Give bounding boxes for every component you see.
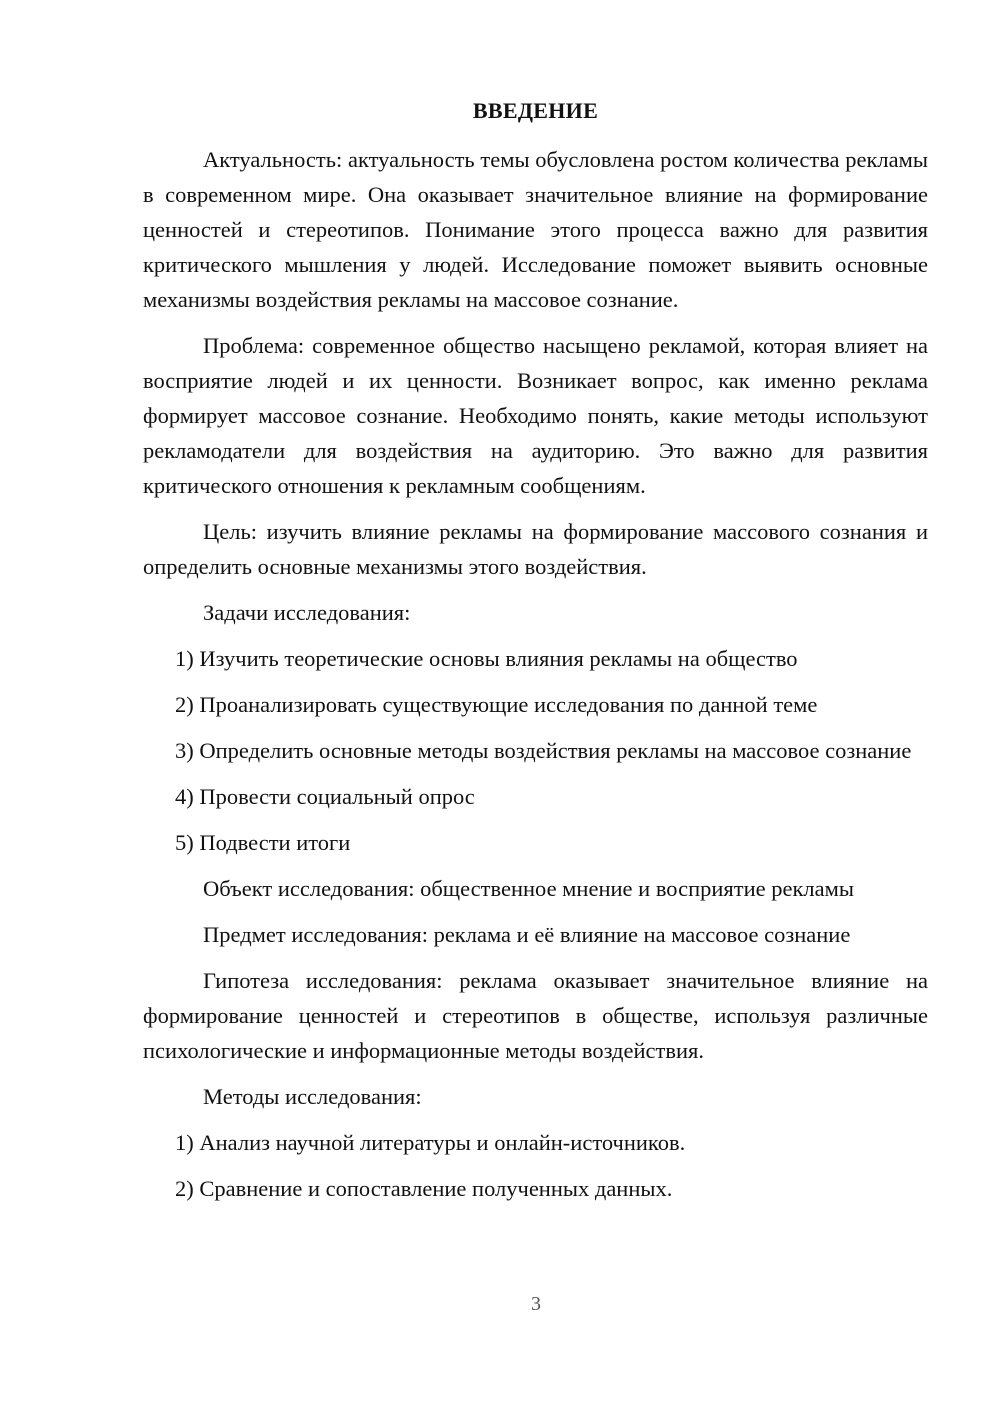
tasks-heading: Задачи исследования: — [203, 600, 411, 625]
task-item: 4) Провести социальный опрос — [175, 784, 475, 809]
method-item: 2) Сравнение и сопоставление полученных данных. — [175, 1176, 673, 1201]
task-item: 2) Проанализировать существующие исследования по данной теме — [175, 692, 818, 717]
task-item: 1) Изучить теоретические основы влияния рекламы на общество — [175, 646, 798, 671]
page-content — [143, 96, 928, 1217]
page-number: 3 — [531, 1293, 541, 1315]
object-paragraph: Объект исследования: общественное мнение и восприятие рекламы — [203, 876, 854, 901]
task-item: 5) Подвести итоги — [175, 830, 351, 855]
methods-heading: Методы исследования: — [203, 1084, 422, 1109]
relevance-paragraph: Актуальность: актуальность темы обусловлена ростом количества рекламы в современном мире. Она оказывает значительное влияние на формирование ценностей и стереотипов. Понимание этого процесса важно для развития критического мышления у людей. Исследование поможет выявить основные механизмы воздействия рекламы на массовое сознание. — [143, 147, 928, 312]
method-item: 1) Анализ научной литературы и онлайн-источников. — [175, 1130, 686, 1155]
task-item: 3) Определить основные методы воздействия рекламы на массовое сознание — [175, 738, 912, 763]
page-title: ВВЕДЕНИЕ — [472, 98, 599, 123]
subject-paragraph: Предмет исследования: реклама и её влияние на массовое сознание — [203, 922, 851, 947]
goal-paragraph: Цель: изучить влияние рекламы на формирование массового сознания и определить основные механизмы этого воздействия. — [143, 519, 928, 579]
problem-paragraph: Проблема: современное общество насыщено рекламой, которая влияет на восприятие людей и их ценности. Возникает вопрос, как именно реклама формирует массовое сознание. Необходимо понять, какие методы используют рекламодатели для воздействия на аудиторию. Это важно для развития критического отношения к рекламным сообщениям. — [143, 333, 928, 498]
hypothesis-paragraph: Гипотеза исследования: реклама оказывает значительное влияние на формирование ценностей и стереотипов в обществе, используя различные психологические и информационные методы воздействия. — [143, 968, 928, 1063]
